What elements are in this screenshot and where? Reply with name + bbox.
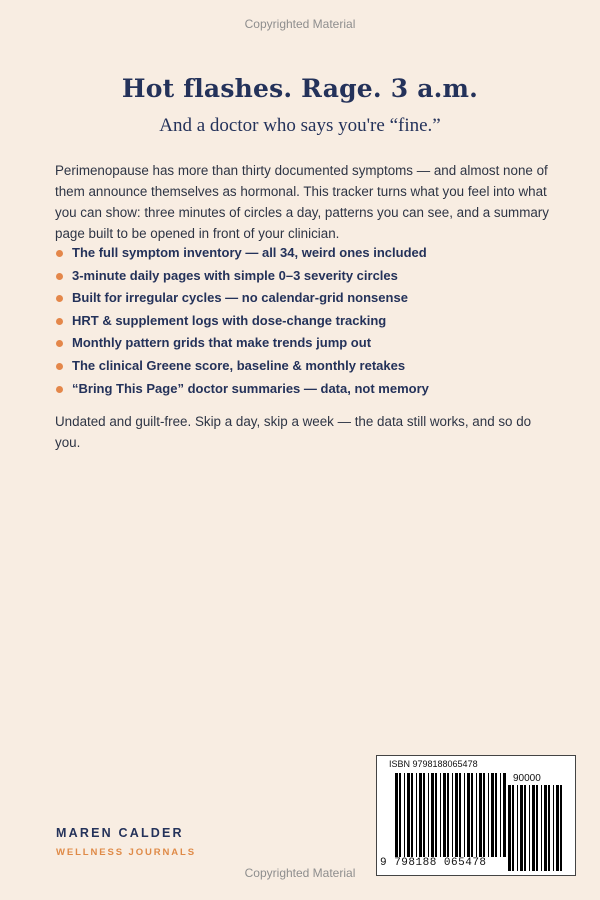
feature-item bbox=[55, 287, 555, 310]
feature-list bbox=[55, 242, 555, 400]
price-code: 90000 bbox=[513, 773, 541, 784]
feature-item bbox=[55, 242, 555, 265]
feature-item bbox=[55, 265, 555, 288]
closing-paragraph: Undated and guilt-free. Skip a day, skip a week — the data still works, and so do you. bbox=[55, 414, 532, 450]
feature-text: Built for irregular cycles — no calendar-grid nonsense bbox=[72, 290, 408, 306]
feature-text: “Bring This Page” doctor summaries — data, not memory bbox=[72, 380, 429, 396]
isbn-barcode bbox=[376, 755, 576, 876]
bullet-dot-icon bbox=[56, 273, 63, 280]
feature-item bbox=[55, 355, 555, 378]
bullet-dot-icon bbox=[56, 386, 63, 393]
copyright-watermark-top: Copyrighted Material bbox=[244, 17, 356, 31]
barcode-addon-bars-icon bbox=[508, 785, 564, 871]
bullet-dot-icon bbox=[56, 363, 63, 370]
author-name: MAREN CALDER bbox=[56, 826, 184, 840]
feature-text: Monthly pattern grids that make trends jump out bbox=[72, 335, 372, 351]
headline: Hot flashes. Rage. 3 a.m. bbox=[121, 74, 479, 103]
bullet-dot-icon bbox=[56, 340, 63, 347]
isbn-digits: 9 798188 065478 bbox=[380, 857, 487, 869]
publisher-name: WELLNESS JOURNALS bbox=[56, 847, 196, 858]
subheadline: And a doctor who says you're “fine.” bbox=[159, 115, 441, 136]
bullet-dot-icon bbox=[56, 250, 63, 257]
copyright-watermark-bottom: Copyrighted Material bbox=[244, 866, 356, 880]
feature-item bbox=[55, 378, 555, 401]
feature-text: HRT & supplement logs with dose-change tracking bbox=[72, 312, 387, 328]
feature-item bbox=[55, 332, 555, 355]
isbn-label: ISBN 9798188065478 bbox=[389, 759, 478, 769]
feature-text: The full symptom inventory — all 34, weird ones included bbox=[72, 245, 427, 260]
feature-item bbox=[55, 310, 555, 333]
barcode-bars-icon bbox=[395, 773, 507, 857]
bullet-dot-icon bbox=[56, 295, 63, 302]
feature-text: 3-minute daily pages with simple 0–3 severity circles bbox=[72, 267, 398, 283]
bullet-dot-icon bbox=[56, 318, 63, 325]
intro-paragraph: Perimenopause has more than thirty documented symptoms — and almost none of them announce themselves as hormonal. This tracker turns what you feel into what you can show: three minutes of circles a day, patterns you can see, and a summary page built to be opened in front of your clinician. bbox=[55, 163, 549, 241]
feature-text: The clinical Greene score, baseline & monthly retakes bbox=[72, 357, 406, 373]
